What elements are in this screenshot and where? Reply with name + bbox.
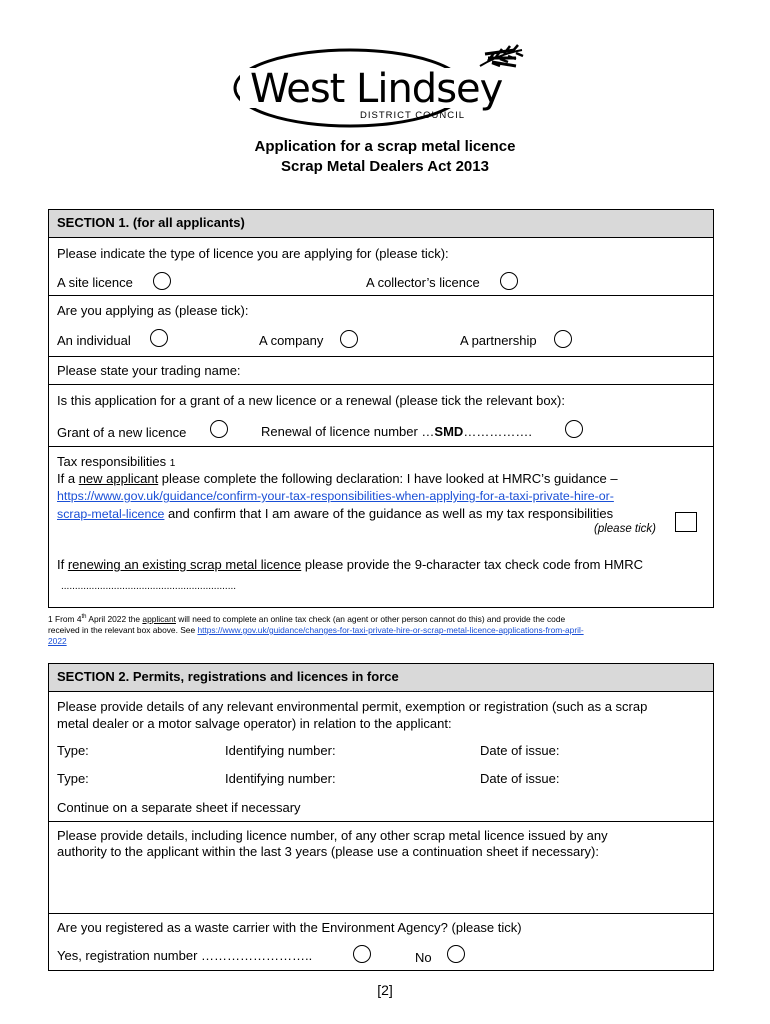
tax-code-field[interactable]: ............................................................... bbox=[61, 581, 237, 592]
date-label-1: Date of issue: bbox=[480, 743, 560, 758]
other-licences-row[interactable] bbox=[49, 821, 713, 913]
renew-b: please provide the 9-character tax check code from HMRC bbox=[301, 557, 644, 572]
renewal-dots[interactable]: ……………. bbox=[463, 424, 532, 439]
footnote-c: will need to complete an online tax check (an agent or other person cannot do this) and provide the code bbox=[175, 613, 566, 624]
footnote bbox=[48, 612, 716, 647]
renew-a: If bbox=[57, 557, 68, 572]
council-logo bbox=[230, 44, 530, 130]
form-title: Application for a scrap metal licence bbox=[254, 138, 516, 155]
footnote-link[interactable]: https://www.gov.uk/guidance/changes-for-taxi-private-hire-or-scrap-metal-licence-applications-from-april- bbox=[197, 624, 584, 635]
logo-wordmark: West Lindsey bbox=[250, 66, 503, 112]
tax-note-ref: 1 bbox=[169, 458, 176, 469]
page-number: [2] bbox=[377, 982, 393, 998]
waste-carrier-row bbox=[49, 913, 713, 971]
waste-carrier-question: Are you registered as a waste carrier with the Environment Agency? (please tick) bbox=[57, 920, 522, 935]
footnote-d: received in the relevant box above. See bbox=[48, 624, 198, 635]
yes-checkbox[interactable] bbox=[353, 945, 371, 963]
footnote-b: April 2022 the bbox=[86, 613, 143, 624]
type-label-2: Type: bbox=[57, 771, 89, 786]
renewal-checkbox[interactable] bbox=[565, 420, 583, 438]
hmrc-guidance-link[interactable]: https://www.gov.uk/guidance/confirm-your-tax-responsibilities-when-applying-for-a-taxi-private-hire-or- bbox=[57, 489, 614, 503]
grant-new-label: Grant of a new licence bbox=[57, 425, 187, 440]
continue-note: Continue on a separate sheet if necessary bbox=[57, 800, 301, 815]
section1-heading: SECTION 1. (for all applicants) bbox=[49, 210, 713, 237]
licence-type-row bbox=[49, 237, 713, 295]
applying-as-row bbox=[49, 295, 713, 356]
company-label: A company bbox=[259, 333, 324, 348]
section2-box bbox=[48, 663, 714, 971]
please-tick-label: (please tick) bbox=[594, 523, 656, 535]
site-licence-checkbox[interactable] bbox=[153, 272, 171, 290]
no-checkbox[interactable] bbox=[447, 945, 465, 963]
licence-type-question: Please indicate the type of licence you are applying for (please tick): bbox=[57, 246, 449, 261]
footnote-applicant: applicant bbox=[142, 613, 176, 624]
renewal-label bbox=[261, 424, 532, 439]
permits-line2: metal dealer or a motor salvage operator) in relation to the applicant: bbox=[57, 716, 452, 731]
applying-as-question: Are you applying as (please tick): bbox=[57, 303, 249, 318]
trading-name-label: Please state your trading name: bbox=[57, 363, 241, 378]
renew-code-text bbox=[57, 557, 643, 572]
trading-name-row[interactable] bbox=[49, 356, 713, 384]
tax-declaration bbox=[57, 470, 618, 523]
collector-licence-label: A collector’s licence bbox=[366, 275, 480, 290]
date-label-2: Date of issue: bbox=[480, 771, 560, 786]
tax-declaration-checkbox[interactable] bbox=[675, 512, 697, 532]
tax-p1-b: please complete the following declaration: I have looked at HMRC’s guidance – bbox=[158, 471, 618, 486]
section1-box bbox=[48, 209, 714, 608]
company-checkbox[interactable] bbox=[340, 330, 358, 348]
collector-licence-checkbox[interactable] bbox=[500, 272, 518, 290]
footnote-sup: th bbox=[81, 614, 87, 620]
renewing-text: renewing an existing scrap metal licence bbox=[67, 557, 302, 572]
footnote-link-cont[interactable]: 2022 bbox=[48, 635, 67, 646]
individual-checkbox[interactable] bbox=[150, 329, 168, 347]
new-applicant-text: new applicant bbox=[78, 471, 159, 486]
partnership-label: A partnership bbox=[460, 333, 537, 348]
tax-title-text: Tax responsibilities bbox=[57, 454, 167, 469]
renewal-prefix: Renewal of licence number … bbox=[261, 424, 435, 439]
section2-heading: SECTION 2. Permits, registrations and licences in force bbox=[49, 664, 713, 691]
type-label-1: Type: bbox=[57, 743, 89, 758]
hmrc-guidance-link-cont[interactable]: scrap-metal-licence bbox=[57, 507, 165, 521]
tax-title bbox=[57, 454, 175, 469]
logo-subtitle: DISTRICT COUNCIL bbox=[360, 110, 466, 121]
form-subtitle: Scrap Metal Dealers Act 2013 bbox=[281, 158, 489, 175]
renewal-smd: SMD bbox=[434, 424, 464, 439]
grant-renewal-question: Is this application for a grant of a new licence or a renewal (please tick the relevant box): bbox=[57, 393, 565, 408]
other-licences-line1: Please provide details, including licence number, of any other scrap metal licence issued by any bbox=[57, 828, 608, 843]
grant-renewal-row bbox=[49, 384, 713, 446]
tax-p1-a: If a bbox=[57, 471, 79, 486]
no-label: No bbox=[415, 950, 432, 965]
yes-registration-label[interactable]: Yes, registration number …………………….. bbox=[57, 948, 313, 963]
grant-new-checkbox[interactable] bbox=[210, 420, 228, 438]
site-licence-label: A site licence bbox=[57, 275, 133, 290]
id-label-1: Identifying number: bbox=[225, 743, 336, 758]
footnote-a: 1 From 4 bbox=[48, 613, 82, 624]
other-licences-line2: authority to the applicant within the last 3 years (please use a continuation sheet if necessary): bbox=[57, 844, 599, 859]
permits-row bbox=[49, 691, 713, 821]
tax-responsibilities-row bbox=[49, 446, 713, 608]
permits-line1: Please provide details of any relevant environmental permit, exemption or registration (such as a scrap bbox=[57, 699, 648, 714]
partnership-checkbox[interactable] bbox=[554, 330, 572, 348]
individual-label: An individual bbox=[57, 333, 131, 348]
tax-p2: and confirm that I am aware of the guidance as well as my tax responsibilities bbox=[164, 506, 614, 521]
id-label-2: Identifying number: bbox=[225, 771, 336, 786]
